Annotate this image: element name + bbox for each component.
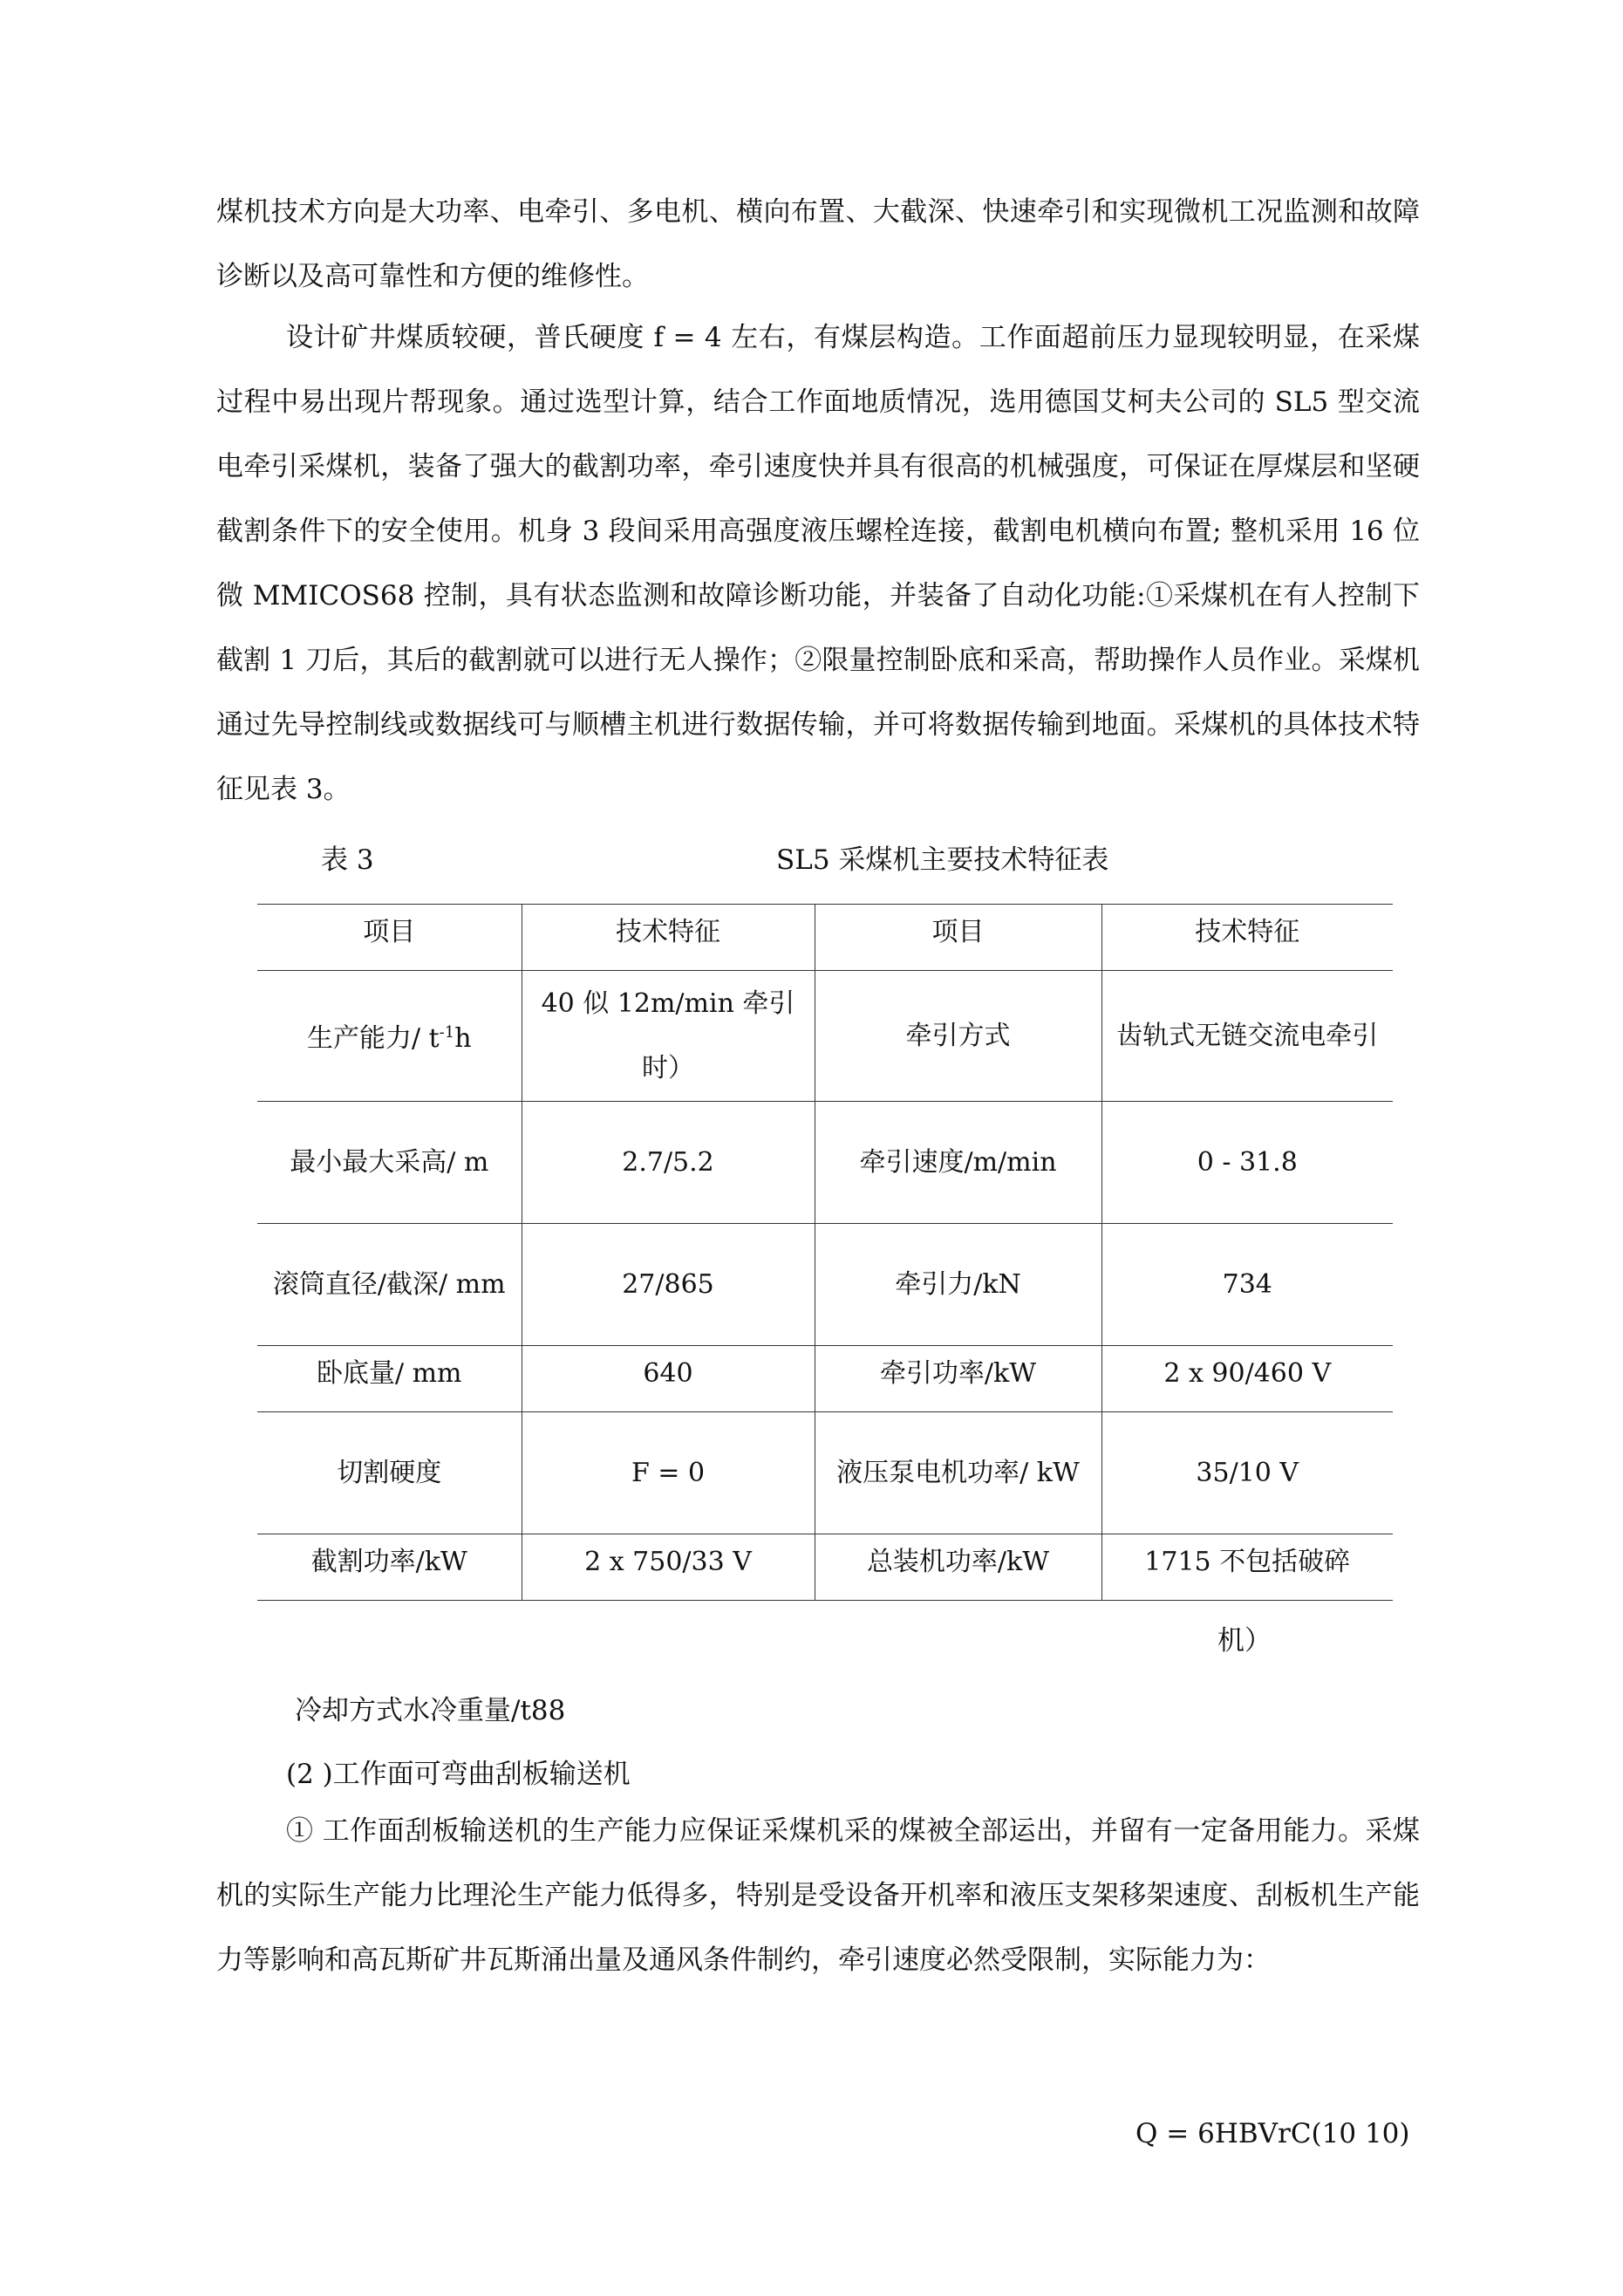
table-title: SL5 采煤机主要技术特征表 — [776, 844, 1109, 876]
table-row — [257, 1346, 1393, 1412]
table-cell: 生产能力/ $t^{-1}h$ — [257, 971, 522, 1102]
table-cell: 0 - 31.8 — [1101, 1102, 1393, 1224]
table-cell: 卧底量/ mm — [257, 1346, 522, 1412]
header-cell: 技术特征 — [522, 905, 815, 971]
table-cell: 牵引力/kN — [815, 1224, 1101, 1346]
table-row — [257, 1412, 1393, 1534]
table-row — [257, 971, 1393, 1102]
table-cell: 640 — [522, 1346, 815, 1412]
table-row — [257, 1534, 1393, 1601]
table-cell: F = 0 — [522, 1412, 815, 1534]
formula: Q = 6HBVrC(10 10) — [1135, 2118, 1410, 2149]
table-cell: 切割硬度 — [257, 1412, 522, 1534]
table-cell: 35/10 V — [1101, 1412, 1393, 1534]
paragraph-3: ① 工作面刮板输送机的生产能力应保证采煤机采的煤被全部运出，并留有一定备用能力。采煤机的实际生产能力比理沦生产能力低得多，特别是受设备开机率和液压支架移架速度、刮板机生产能力等影响和高瓦斯矿井瓦斯涌出量及通风条件制约，牵引速度必然受限制，实际能力为： — [216, 1815, 1420, 1976]
table-cell: 2.7/5.2 — [522, 1102, 815, 1224]
section-heading: (2 )工作面可弯曲刮板输送机 — [286, 1759, 631, 1790]
table-overflow-text: 机） — [1217, 1625, 1272, 1657]
paragraph-1: 煤机技术方向是大功率、电牵引、多电机、横向布置、大截深、快速牵引和实现微机工况监测和故障诊断以及高可靠性和方便的维修性。 — [216, 196, 1420, 292]
table-cell: 1715 不包括破碎 — [1101, 1534, 1393, 1601]
table-cell: 40 似 12m/min 牵引时） — [522, 971, 815, 1102]
header-cell: 项目 — [257, 905, 522, 971]
table-cell: 牵引功率/kW — [815, 1346, 1101, 1412]
table-row — [257, 1102, 1393, 1224]
table-cell: 2 x 90/460 V — [1101, 1346, 1393, 1412]
table-label: 表 3 — [321, 844, 374, 876]
table-cell: 液压泵电机功率/ kW — [815, 1412, 1101, 1534]
table-cell: 734 — [1101, 1224, 1393, 1346]
table-cell: 截割功率/kW — [257, 1534, 522, 1601]
table-cell: 牵引速度/m/min — [815, 1102, 1101, 1224]
table-cell: 最小最大采高/ m — [257, 1102, 522, 1224]
table-cell: 齿轨式无链交流电牵引 — [1101, 971, 1393, 1102]
paragraph-2: 设计矿井煤质较硬，普氏硬度 f = 4 左右，有煤层构造。工作面超前压力显现较明显，在采煤过程中易出现片帮现象。通过选型计算，结合工作面地质情况，选用德国艾柯夫公司的 SL5 型交流电牵引采煤机，装备了强大的截割功率，牵引速度快并具有很高的机械强度，可保证在厚煤层和坚硬截割条件下的安全使用。机身 3 段间采用高强度液压螺栓连接，截割电机横向布置; 整机采用 16 位微 MMICOS68 控制，具有状态监测和故障诊断功能，并装备了自动化功能:①采煤机在有人控制下截割 1 刀后，其后的截割就可以进行无人操作；②限量控制卧底和采高，帮助操作人员作业。采煤机通过先导控制线或数据线可与顺槽主机进行数据传输，并可将数据传输到地面。采煤机的具体技术特征见表 3。 — [216, 322, 1420, 805]
header-cell: 技术特征 — [1101, 905, 1393, 971]
table-cell: 27/865 — [522, 1224, 815, 1346]
table-cell: 2 x 750/33 V — [522, 1534, 815, 1601]
table-cell: 滚筒直径/截深/ mm — [257, 1224, 522, 1346]
table-cell: 牵引方式 — [815, 971, 1101, 1102]
spec-table — [257, 904, 1393, 1601]
table-row — [257, 1224, 1393, 1346]
table-header-row — [257, 905, 1393, 971]
cooling-line: 冷却方式水冷重量/t88 — [295, 1695, 566, 1726]
header-cell: 项目 — [815, 905, 1101, 971]
table-cell: 总装机功率/kW — [815, 1534, 1101, 1601]
